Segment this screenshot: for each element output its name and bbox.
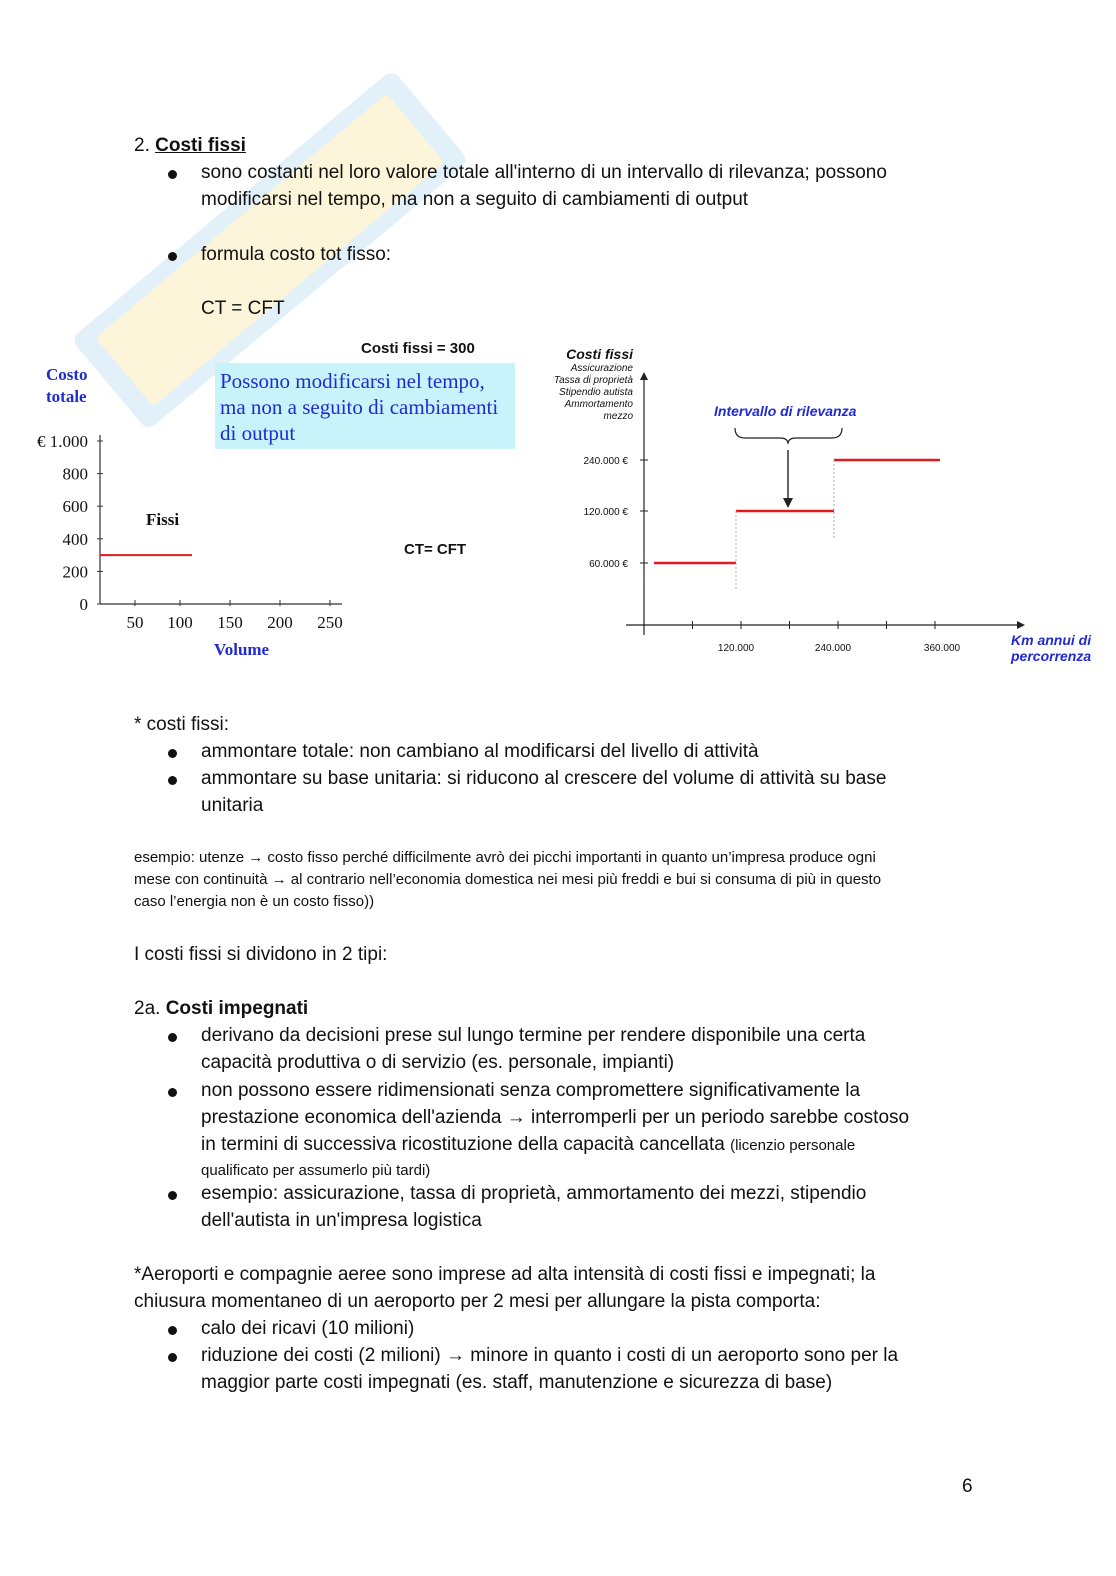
y-axis-arrowhead xyxy=(640,372,648,380)
airport-paragraph: *Aeroporti e compagnie aeree sono imprese ad alta intensità di costi fissi e impegnati; la chiusura momentaneo di un aeroporto per 2 mesi per allungare la pista comporta: xyxy=(134,1264,876,1312)
chart-title: Costi fissi xyxy=(566,346,633,362)
note-line: di output xyxy=(220,421,296,445)
formula-text: CT = CFT xyxy=(201,298,285,319)
note-line: ma non a seguito di cambiamenti xyxy=(220,395,499,419)
bullet-icon xyxy=(168,170,177,179)
x-tick-label: 100 xyxy=(167,613,193,632)
bullet-icon xyxy=(168,1088,177,1097)
bullet-icon xyxy=(168,1353,177,1362)
range-arrowhead xyxy=(783,498,793,508)
series-label: Fissi xyxy=(146,510,180,529)
bullet-icon xyxy=(168,1326,177,1335)
section-2a-title: Costi impegnati xyxy=(165,998,309,1019)
note-heading: * costi fissi: xyxy=(134,714,230,735)
x-tick-label: 250 xyxy=(317,613,343,632)
document-page: 2. Costi fissi sono costanti nel loro valore totale all'interno di un intervallo di rilevanza; possono modificarsi nel tempo, ma non a seguito di cambiamenti di output formula costo tot fisso: CT = CFT Possono modificarsi nel tempo, ma non a seguito di cambiamenti di output Costi fissi = 300 Costo totale € 1.000 800 600 400 200 0 50 100 150 200 250 Fissi CT= CFT Volume Costi fissi Assicurazione Tassa di proprietà Stipendio autista Ammortamento mezzo Intervallo di rilevanza 240.000 € 120.000 € 60.000 € 120.000 240.000 360.000 Km annui di percorrenza * costi fissi: ammontare totale: non cambiano al modificarsi del livello di attività ammontare su base unitaria: si riducono al crescere del volume di attività su base unitaria esempio: utenze → costo fisso perché difficilmente avrò dei picchi importanti in quanto un’impresa produce ogni mese con continuità → al contrario nell’economia domestica nei mesi più freddi e bui si consuma di più in questo caso l’energia non è un costo fisso)) I costi fissi si dividono in 2 tipi: 2a. Costi impegnati derivano da decisioni prese sul lungo termine per rendere disponibile una certa capacità produttiva o di servizio (es. personale, impianti) non possono essere ridimensionati senza compromettere significativamente la prestazione economica dell'azienda → interromperli per un periodo sarebbe costoso in termini di successiva ricostituzione della capacità cancellata (licenzio personale qualificato per assumerlo più tardi) esempio: assicurazione, tassa di proprietà, ammortamento dei mezzi, stipendio dell'autista in un'impresa logistica *Aeroporti e compagnie aeree sono imprese ad alta intensità di costi fissi e impegnati; la chiusura momentaneo di un aeroporto per 2 mesi per allungare la pista comporta: calo dei ricavi (10 milioni) riduzione dei costi (2 milioni) → minore in quanto i costi di un aeroporto sono per la maggior parte costi impegnati (es. staff, manutenzione e sicurezza di base) 6 xyxy=(0,0,1116,1576)
bullet-icon xyxy=(168,776,177,785)
x-tick-label: 120.000 xyxy=(717,643,755,654)
y-tick-label: 60.000 € xyxy=(589,559,628,570)
x-tick-label: 50 xyxy=(126,613,144,632)
x-tick-label: 150 xyxy=(217,613,243,632)
title-item: mezzo xyxy=(603,411,633,422)
x-tick-label: 240.000 xyxy=(814,643,852,654)
y-tick-label: 240.000 € xyxy=(583,456,628,467)
title-item: Ammortamento xyxy=(564,399,633,410)
step-cost-chart xyxy=(540,340,1110,675)
bullet-icon xyxy=(168,252,177,261)
y-axis-label: Costo xyxy=(46,365,88,384)
y-tick-label: 800 xyxy=(62,464,88,484)
y-tick-label: 600 xyxy=(62,497,88,517)
x-axis-label: Volume xyxy=(214,640,270,659)
section-2-heading: 2. Costi fissi xyxy=(134,135,246,156)
fixed-cost-chart xyxy=(20,330,540,670)
range-brace xyxy=(735,428,842,444)
types-intro: I costi fissi si dividono in 2 tipi: xyxy=(134,944,388,965)
x-tick-label: 200 xyxy=(267,613,293,632)
formula-label: CT= CFT xyxy=(404,541,467,558)
page-number: 6 xyxy=(962,1476,973,1497)
bullet-icon xyxy=(168,1191,177,1200)
note-line: Possono modificarsi nel tempo, xyxy=(220,369,485,393)
x-tick-label: 360.000 xyxy=(923,643,961,654)
y-tick-label: 200 xyxy=(62,562,88,582)
y-tick-label: 0 xyxy=(79,595,88,614)
x-axis-label: Km annui di xyxy=(1011,632,1092,648)
example-paragraph: esempio: utenze → costo fisso perché difficilmente avrò dei picchi importanti in quanto un’impresa produce ogni mese con continuità → al contrario nell’economia domestica nei mesi più freddi e bui si consuma di più in questo caso l’energia non è un costo fisso)) xyxy=(134,849,882,910)
title-item: Assicurazione xyxy=(570,363,633,374)
x-axis-arrowhead xyxy=(1017,621,1025,629)
title-item: Tassa di proprietà xyxy=(553,375,633,386)
section-2-title: Costi fissi xyxy=(155,135,246,156)
y-tick-label: 120.000 € xyxy=(583,507,628,518)
section-2a-heading: 2a. Costi impegnati xyxy=(134,998,309,1019)
x-axis-label: percorrenza xyxy=(1011,648,1092,664)
y-axis-label: totale xyxy=(46,387,87,406)
bullet-icon xyxy=(168,749,177,758)
title-item: Stipendio autista xyxy=(559,387,633,398)
range-label: Intervallo di rilevanza xyxy=(714,403,857,419)
chart-title: Costi fissi = 300 xyxy=(361,340,475,357)
y-tick-label: € 1.000 xyxy=(37,432,88,451)
bullet-icon xyxy=(168,1033,177,1042)
y-tick-label: 400 xyxy=(62,529,88,549)
